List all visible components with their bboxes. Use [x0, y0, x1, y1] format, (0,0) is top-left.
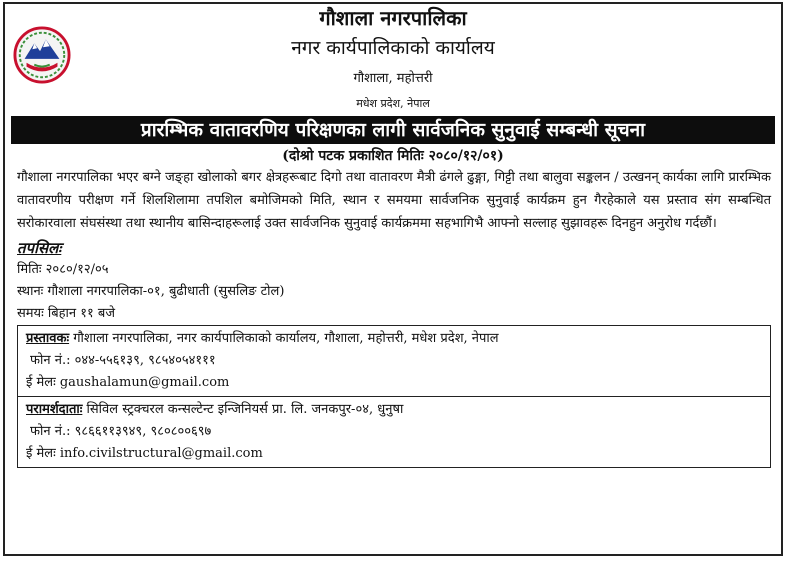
consultant-line	[26, 399, 762, 421]
hearing-time: समयः बिहान ११ बजे	[17, 306, 115, 321]
consultant-box	[17, 397, 771, 468]
notice-page	[3, 2, 783, 556]
consultant-label: परामर्शदाताः	[26, 402, 83, 417]
hearing-place: स्थानः गौशाला नगरपालिका-०१, बुढीधाती (सुसलिङ टोल)	[17, 284, 285, 299]
consultant-value: सिविल स्ट्रक्चरल कन्सल्टेन्ट इन्जिनियर्स प्रा. लि. जनकपुर-०४, धुनुषा	[82, 402, 404, 417]
proposer-value: गौशाला नगरपालिका, नगर कार्यपालिकाको कार्यालय, गौशाला, महोत्तरी, मधेश प्रदेश, नेपाल	[69, 331, 499, 346]
published-date: (दोश्रो पटक प्रकाशित मितिः २०८०/१२/०१)	[282, 148, 504, 164]
proposer-phone: फोन नं.: ०४४-५५६१३९, ९८५४०५४१११	[30, 353, 216, 368]
consultant-phone: फोन नं.: ९८६६११३९४९, ९८०८००६९७	[30, 424, 212, 439]
office-address: गौशाला, महोत्तरी	[353, 71, 433, 86]
municipality-name: गौशाला नगरपालिका	[319, 6, 467, 30]
notice-title-banner: प्रारम्भिक वातावरणिय परिक्षणका लागी सार्वजनिक सुनुवाई सम्बन्धी सूचना	[11, 116, 775, 144]
consultant-email: ई मेलः info.civilstructural@gmail.com	[26, 446, 263, 461]
office-name: नगर कार्यपालिकाको कार्यालय	[291, 37, 495, 59]
proposer-label: प्रस्तावकः	[26, 331, 70, 346]
proposer-box	[17, 325, 771, 397]
proposer-line	[26, 328, 762, 350]
notice-body: गौशाला नगरपालिका भएर बग्ने जङ्हा खोलाको बगर क्षेत्रहरूबाट दिगो तथा वातावरण मैत्री ढंगले ढुङ्गा, गिट्टी तथा बालुवा सङ्कलन / उत्खनन् कार्यका लागि प्रारम्भिक वातावरणीय परीक्षण गर्ने शिलशिलामा तपशिल बमोजिमको मिति, स्थान र समयमा सार्वजनिक सुनुवाई कार्यक्रम हुन गैरहेकाले यस प्रस्ताव संग सम्बन्धित सरोकारवाला संघसंस्था तथा स्थानीय बासिन्दाहरूलाई उक्त सार्वजनिक सुनुवाई कार्यक्रममा सहभागिभै आफ्नो सल्लाह सुझावहरू दिनहुन अनुरोध गर्दछौं।	[17, 170, 771, 231]
hearing-date: मितिः २०८०/१२/०५	[17, 262, 109, 277]
notice-header	[5, 4, 781, 116]
details-heading: तपसिलः	[17, 239, 62, 257]
province-name: मधेश प्रदेश, नेपाल	[356, 97, 430, 110]
proposer-email: ई मेलः gaushalamun@gmail.com	[26, 375, 230, 390]
